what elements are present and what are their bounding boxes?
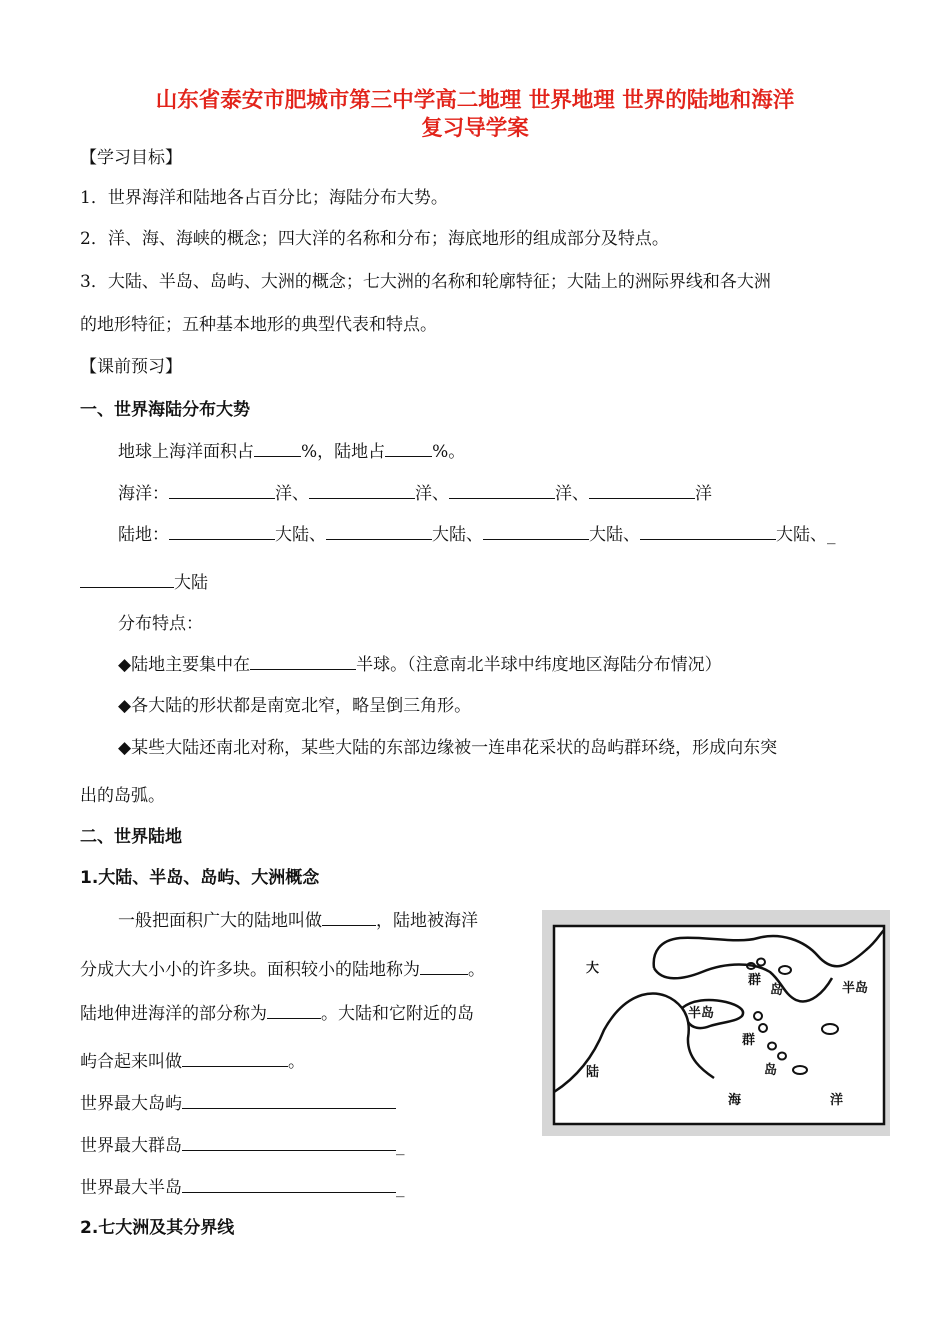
area-percentage-line xyxy=(118,439,465,464)
map-label-peninsula-east: 半岛 xyxy=(842,981,869,996)
land-suffix-1: 大陆、 xyxy=(275,525,326,545)
largest-archipelago-blank xyxy=(182,1133,396,1151)
ocean-blank-2 xyxy=(309,481,415,499)
map-label-qun-top: 群 xyxy=(748,973,762,988)
land-blank-5 xyxy=(80,570,174,588)
bullet-1-text-b: 半球。（注意南北半球中纬度地区海陆分布情况） xyxy=(356,655,722,675)
concept-line-1 xyxy=(118,908,478,933)
land-blank-3 xyxy=(483,522,589,540)
bullet-1-text-a: ◆陆地主要集中在 xyxy=(118,655,251,675)
largest-peninsula-label: 世界最大半岛 xyxy=(80,1178,182,1198)
hemisphere-blank xyxy=(250,652,356,670)
objective-2: 2．洋、海、海峡的概念；四大洋的名称和分布；海底地形的组成部分及特点。 xyxy=(80,229,669,249)
page-title-line-1: 山东省泰安市肥城市第三中学高二地理 世界地理 世界的陆地和海洋 xyxy=(155,88,795,113)
largest-island-blank xyxy=(182,1091,396,1109)
map-label-peninsula-west: 半岛 xyxy=(688,1006,715,1021)
subsection-2-heading: 2.七大洲及其分界线 xyxy=(80,1218,235,1238)
land-suffix-3: 大陆、 xyxy=(589,525,640,545)
largest-peninsula-blank xyxy=(182,1175,396,1193)
ocean-suffix-3: 洋、 xyxy=(555,484,589,504)
preview-heading: 【课前预习】 xyxy=(80,357,182,377)
land-suffix-2: 大陆、 xyxy=(432,525,483,545)
objective-1: 1．世界海洋和陆地各占百分比；海陆分布大势。 xyxy=(80,188,448,208)
concept-3-text-a: 陆地伸进海洋的部分称为 xyxy=(80,1004,267,1024)
objectives-heading: 【学习目标】 xyxy=(80,148,182,168)
page-title-line-2: 复习导学案 xyxy=(421,116,529,141)
peninsula-blank xyxy=(267,1001,321,1019)
section-2-heading: 二、世界陆地 xyxy=(80,827,182,847)
area-text-land: %，陆地占 xyxy=(301,442,386,462)
bullet-2: ◆各大陆的形状都是南宽北窄，略呈倒三角形。 xyxy=(118,696,472,716)
ocean-suffix-2: 洋、 xyxy=(415,484,449,504)
map-label-dao-top: 岛 xyxy=(770,983,784,998)
oceans-line xyxy=(118,481,712,506)
map-label-hai: 海 xyxy=(728,1093,742,1108)
ocean-blank-3 xyxy=(449,481,555,499)
land-percent-blank xyxy=(385,439,432,457)
objective-3-line-1: 3．大陆、半岛、岛屿、大洲的概念；七大洲的名称和轮廓特征；大陆上的洲际界线和各大洲 xyxy=(80,272,771,292)
concept-1-text-a: 一般把面积广大的陆地叫做 xyxy=(118,911,322,931)
ocean-suffix-1: 洋、 xyxy=(275,484,309,504)
ocean-suffix-last: 洋 xyxy=(695,484,712,504)
continent-region-blank xyxy=(182,1049,288,1067)
concept-3-text-b: 。大陆和它附近的岛 xyxy=(321,1004,474,1024)
continents-line xyxy=(118,522,836,547)
land-label: 陆地： xyxy=(118,525,169,545)
bullet-1 xyxy=(118,652,722,677)
archipelago-trailing-underscore: _ xyxy=(396,1136,405,1156)
ocean-blank-4 xyxy=(589,481,695,499)
largest-archipelago-label: 世界最大群岛 xyxy=(80,1136,182,1156)
land-blank-2 xyxy=(326,522,432,540)
largest-island-label: 世界最大岛屿 xyxy=(80,1094,182,1114)
land-suffix-last: 大陆 xyxy=(174,573,208,593)
area-text-ocean: 地球上海洋面积占 xyxy=(118,442,254,462)
land-trailing-underscore: _ xyxy=(827,525,836,545)
concept-1-text-b: ，陆地被海洋 xyxy=(376,911,478,931)
ocean-label: 海洋： xyxy=(118,484,169,504)
concept-line-4 xyxy=(80,1049,305,1074)
concept-4-text-a: 屿合起来叫做 xyxy=(80,1052,182,1072)
concept-2-text-a: 分成大大小小的许多块。面积较小的陆地称为 xyxy=(80,960,420,980)
map-label-lu: 陆 xyxy=(586,1065,600,1080)
land-suffix-4: 大陆、 xyxy=(776,525,827,545)
concept-line-3 xyxy=(80,1001,474,1026)
largest-island-line xyxy=(80,1091,396,1116)
map-label-dao-bottom: 岛 xyxy=(764,1063,778,1078)
subsection-1-heading: 1.大陆、半岛、岛屿、大洲概念 xyxy=(80,868,320,888)
area-text-end: %。 xyxy=(432,442,466,462)
bullet-3-line-1: ◆某些大陆还南北对称，某些大陆的东部边缘被一连串花采状的岛屿群环绕，形成向东突 xyxy=(118,738,778,758)
map-label-da: 大 xyxy=(586,961,600,976)
continent-island-map xyxy=(542,910,890,1136)
largest-archipelago-line xyxy=(80,1133,405,1158)
map-label-yang: 洋 xyxy=(830,1093,844,1108)
ocean-blank-1 xyxy=(169,481,275,499)
concept-line-2 xyxy=(80,957,485,982)
concept-2-text-b: 。 xyxy=(468,960,485,980)
continents-line-continued xyxy=(80,570,208,595)
ocean-percent-blank xyxy=(254,439,301,457)
map-label-qun-bottom: 群 xyxy=(742,1033,756,1048)
distribution-features-label: 分布特点： xyxy=(118,614,203,634)
island-blank xyxy=(420,957,468,975)
land-blank-4 xyxy=(640,522,776,540)
section-1-heading: 一、世界海陆分布大势 xyxy=(80,400,250,420)
continent-blank xyxy=(322,908,376,926)
concept-4-text-b: 。 xyxy=(288,1052,305,1072)
bullet-3-line-2: 出的岛弧。 xyxy=(80,786,165,806)
peninsula-trailing-underscore: _ xyxy=(396,1178,405,1198)
largest-peninsula-line xyxy=(80,1175,405,1200)
land-blank-1 xyxy=(169,522,275,540)
objective-3-line-2: 的地形特征；五种基本地形的典型代表和特点。 xyxy=(80,315,437,335)
